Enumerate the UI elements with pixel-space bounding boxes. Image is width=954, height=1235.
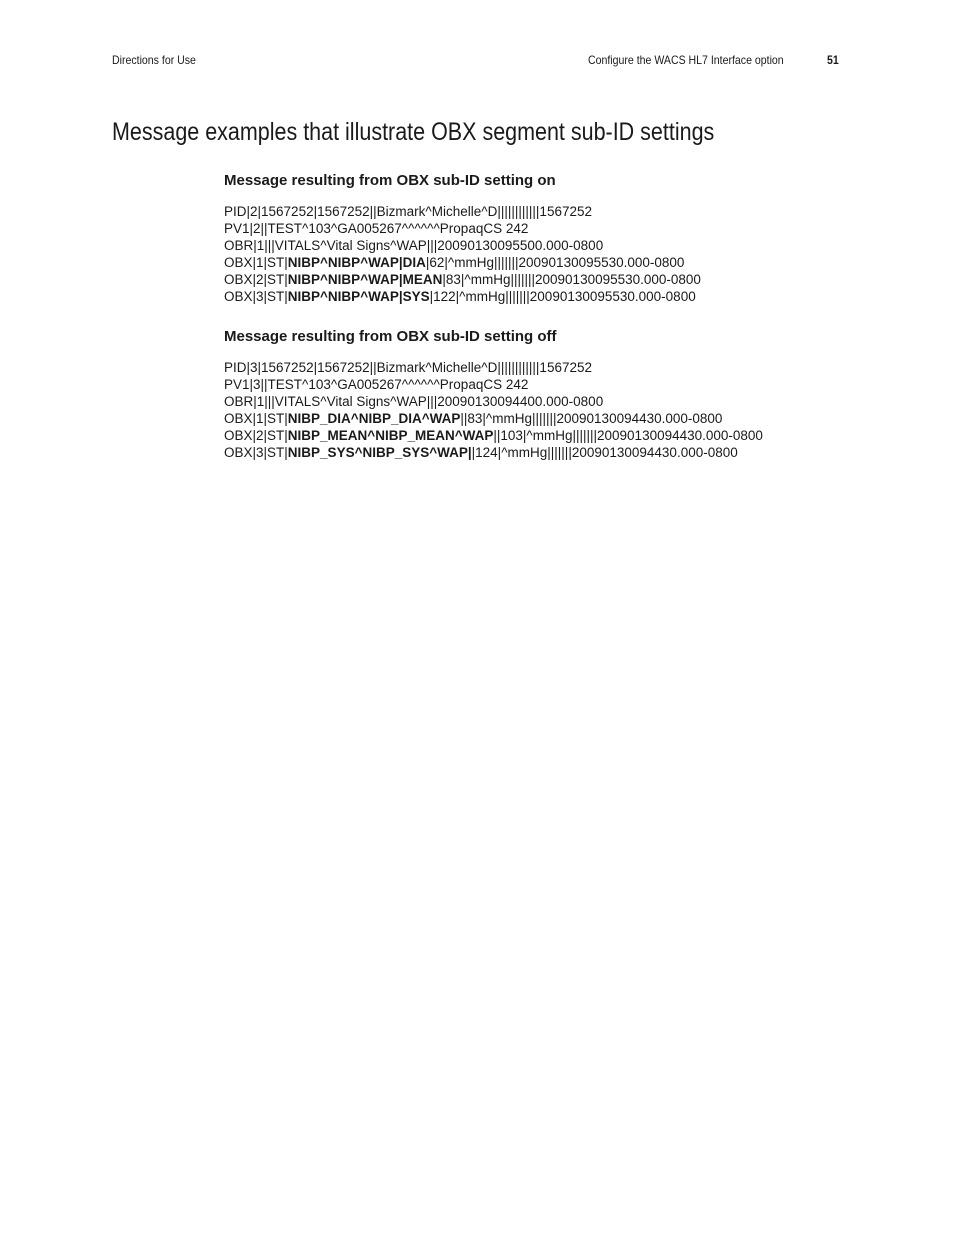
- message-line: PID|2|1567252|1567252||Bizmark^Michelle^D||||||||||||1567252: [224, 204, 592, 219]
- section-heading: Message resulting from OBX sub-ID setting on: [224, 172, 556, 189]
- message-line: PV1|3||TEST^103^GA005267^^^^^^PropaqCS 242: [224, 377, 529, 392]
- section-sub-id-off: [224, 328, 864, 461]
- running-header-right: Configure the WACS HL7 Interface option: [588, 53, 784, 67]
- message-line: OBR|1|||VITALS^Vital Signs^WAP|||20090130094400.000-0800: [224, 394, 604, 409]
- message-line: OBX|3|ST|NIBP^NIBP^WAP|SYS|122|^mmHg|||||||20090130095530.000-0800: [224, 289, 696, 304]
- running-header-left: Directions for Use: [112, 53, 196, 67]
- message-line: OBX|1|ST|NIBP^NIBP^WAP|DIA|62|^mmHg|||||||20090130095530.000-0800: [224, 255, 685, 270]
- message-line: PV1|2||TEST^103^GA005267^^^^^^PropaqCS 242: [224, 221, 529, 236]
- message-line: PID|3|1567252|1567252||Bizmark^Michelle^D||||||||||||1567252: [224, 360, 592, 375]
- page-number: 51: [827, 53, 839, 67]
- message-line: OBX|2|ST|NIBP^NIBP^WAP|MEAN|83|^mmHg|||||||20090130095530.000-0800: [224, 272, 701, 287]
- message-line: OBR|1|||VITALS^Vital Signs^WAP|||20090130095500.000-0800: [224, 238, 604, 253]
- section-sub-id-on: [224, 172, 864, 305]
- message-line: OBX|3|ST|NIBP_SYS^NIBP_SYS^WAP||124|^mmHg|||||||20090130094430.000-0800: [224, 445, 738, 460]
- message-line: OBX|2|ST|NIBP_MEAN^NIBP_MEAN^WAP||103|^mmHg|||||||20090130094430.000-0800: [224, 428, 763, 443]
- message-line: OBX|1|ST|NIBP_DIA^NIBP_DIA^WAP||83|^mmHg|||||||20090130094430.000-0800: [224, 411, 723, 426]
- page-title: Message examples that illustrate OBX segment sub-ID settings: [112, 118, 715, 146]
- section-heading: Message resulting from OBX sub-ID setting off: [224, 328, 557, 345]
